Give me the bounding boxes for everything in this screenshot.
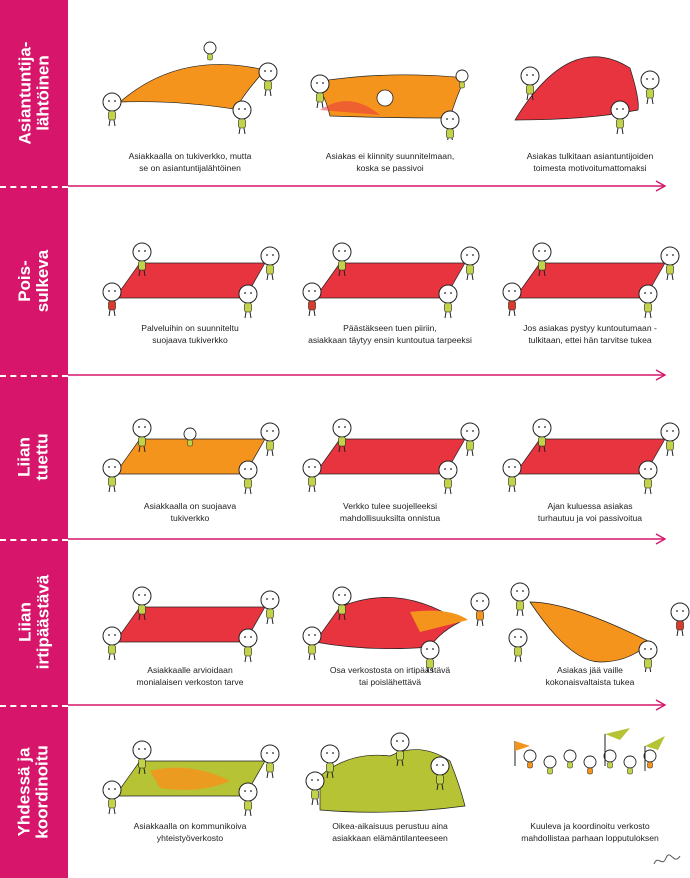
net-illustration bbox=[290, 404, 490, 504]
net-illustration bbox=[90, 726, 290, 826]
row-title-asiantuntijalahtoinen: Asiantuntija- lähtöinen bbox=[15, 41, 53, 144]
timeline-arrow bbox=[68, 369, 668, 381]
row-title-yhdessa-ja-koordinoitu: Yhdessä ja koordinoitu bbox=[15, 745, 53, 839]
panel-caption: Verkko tulee suojelleeksi mahdollisuuksilta onnistua bbox=[339, 501, 441, 523]
net-illustration bbox=[90, 228, 290, 328]
row-title-liian-irtipaastava: Liian irtipäästävä bbox=[15, 574, 52, 670]
panel-caption: Asiakas ei kiinnity suunnitelmaan, koska se passivoi bbox=[325, 151, 455, 173]
panel-caption: Jos asiakas pystyy kuntoutumaan - tulkitaan, ettei hän tarvitse tukea bbox=[523, 323, 657, 345]
row-title-poissulkeva: Pois- sulkeva bbox=[14, 249, 52, 312]
row-divider bbox=[0, 186, 68, 188]
panel-caption: Asiakkaalla on kommunikoiva yhteistyöverkosto bbox=[133, 821, 247, 843]
panel-caption: Ajan kuluessa asiakas turhautuu ja voi passivoitua bbox=[537, 501, 643, 523]
timeline-arrow bbox=[68, 180, 668, 192]
panel-caption: Palveluihin on suunniteltu suojaava tukiverkko bbox=[141, 323, 239, 345]
row-title-liian-tuettu: Liian tuettu bbox=[15, 433, 52, 481]
row-divider bbox=[0, 375, 68, 377]
panel-caption: Asiakas tulkitaan asiantuntijoiden toimesta motivoitumattomaksi bbox=[526, 151, 654, 173]
panel-caption: Asiakkaalla on tukiverkko, mutta se on asiantuntijalähtöinen bbox=[128, 151, 252, 173]
net-illustration bbox=[490, 726, 690, 826]
panel-caption: Päästäkseen tuen piiriin, asiakkaan täytyy ensin kuntoutua tarpeeksi bbox=[308, 323, 472, 345]
row-divider bbox=[0, 705, 68, 707]
net-illustration bbox=[290, 726, 490, 826]
panel-caption: Asiakas jää vaille kokonaisvaltaista tukea bbox=[545, 665, 635, 687]
panel-caption: Asiakkaalla on suojaava tukiverkko bbox=[143, 501, 237, 523]
artist-signature bbox=[652, 852, 682, 870]
net-illustration bbox=[490, 404, 690, 504]
net-illustration bbox=[490, 40, 690, 140]
panel-caption: Asiakkaalle arvioidaan monialaisen verkoston tarve bbox=[136, 665, 244, 687]
net-illustration bbox=[290, 228, 490, 328]
net-illustration bbox=[90, 404, 290, 504]
panel-caption: Kuuleva ja koordinoitu verkosto mahdollistaa parhaan lopputuloksen bbox=[521, 821, 659, 843]
net-illustration bbox=[90, 40, 290, 140]
panel-caption: Oikea-aikaisuus perustuu aina asiakkaan elämäntilanteeseen bbox=[332, 821, 448, 843]
panel-caption: Osa verkostosta on irtipäästävä tai poislähettävä bbox=[329, 665, 451, 687]
net-illustration bbox=[290, 40, 490, 140]
timeline-arrow bbox=[68, 699, 668, 711]
net-illustration bbox=[290, 572, 490, 672]
net-illustration bbox=[90, 572, 290, 672]
timeline-arrow bbox=[68, 533, 668, 545]
net-illustration bbox=[490, 572, 690, 672]
net-illustration bbox=[490, 228, 690, 328]
row-divider bbox=[0, 539, 68, 541]
